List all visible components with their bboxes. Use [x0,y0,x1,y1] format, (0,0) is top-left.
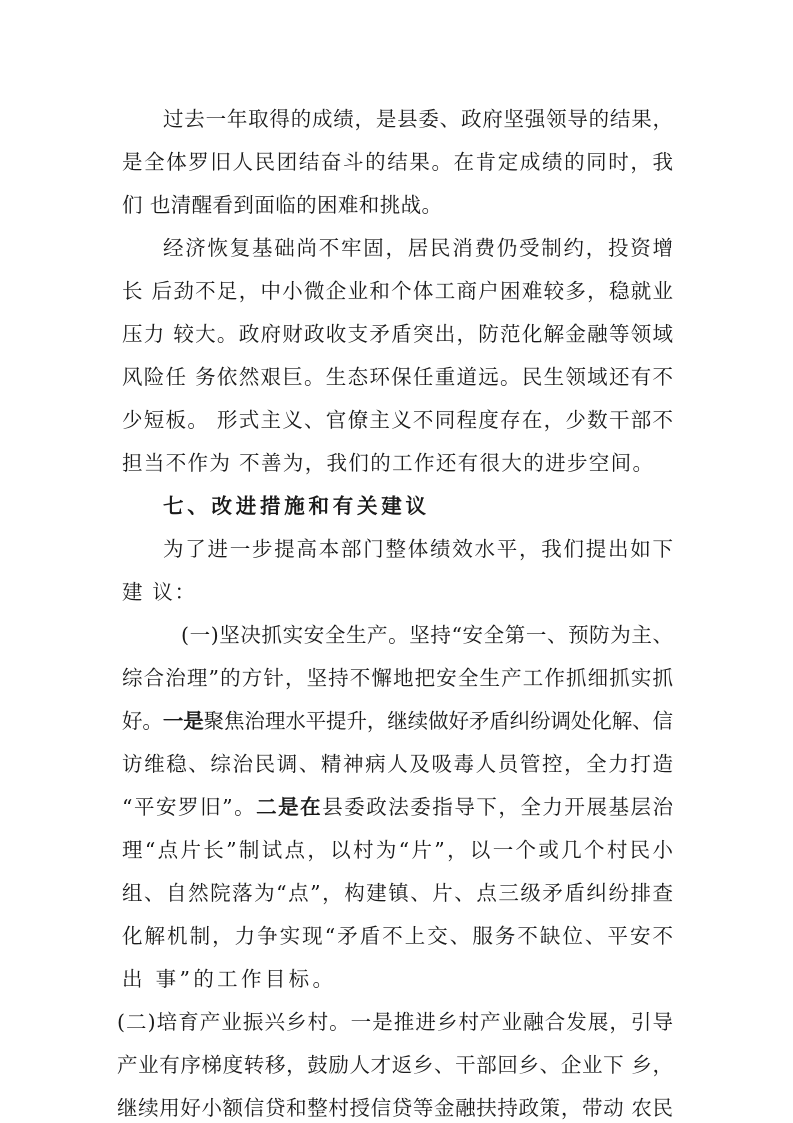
text-segment: 综合治理”的方针，坚持不懈地把安全生产工作抓细抓实抓 [122,666,675,690]
bold-text-segment: 七、改进措施和有关建议 [163,494,430,518]
text-line [122,878,675,908]
text-segment: 化解机制，力争实现“矛盾不上交、服务不缺位、平安不 [122,924,676,948]
text-line [122,448,654,478]
text-line [117,1007,674,1037]
text-segment: 担当不作为 不善为，我们的工作还有很大的进步空间。 [122,451,655,475]
text-segment: “平安罗旧”。 [122,795,257,819]
text-segment: 过去一年取得的成绩，是县委、政府坚强领导的结果， [163,107,674,131]
text-line [117,1093,674,1123]
text-segment: 们 也清醒看到面临的困难和挑战。 [122,193,443,217]
text-segment: 理“点片长”制试点，以村为“片”，以一个或几个村民小 [122,838,676,862]
text-segment: 建 议： [122,580,197,604]
text-line [122,663,674,693]
text-line [163,491,430,521]
text-line [122,405,674,435]
text-segment: 风险任 务依然艰巨。生态环保任重道远。民生领域还有不 [122,365,675,389]
text-line [163,534,675,564]
text-segment: 聚焦治理水平提升，继续做好矛盾纠纷调处化解、信 [203,709,673,733]
text-segment: 出 事”的工作目标。 [122,967,337,991]
text-line [122,147,675,177]
text-line [181,620,674,650]
text-line [122,190,442,220]
text-segment: 访维稳、综治民调、精神病人及吸毒人员管控，全力打造 [122,752,675,776]
text-line [122,964,336,994]
text-line [122,276,674,306]
text-line [122,319,674,349]
text-segment: 好。 [122,709,163,733]
text-segment: 继续用好小额信贷和整村授信贷等金融扶持政策，带动 农民 [117,1096,674,1120]
text-segment: 压力 较大。政府财政收支矛盾突出，防范化解金融等领域 [122,322,675,346]
text-segment: 组、自然院落为“点”，构建镇、片、点三级矛盾纠纷排查 [122,881,675,905]
bold-text-segment: 二是在 [256,795,323,819]
text-segment: 经济恢复基础尚不牢固，居民消费仍受制约，投资增 [163,236,675,260]
text-segment: 为了进一步提高本部门整体绩效水平，我们提出如下 [163,537,675,561]
bold-text-segment: 一是 [162,709,204,733]
text-segment: 产业有序梯度转移，鼓励人才返乡、干部回乡、企业下 乡， [117,1053,674,1077]
text-line [122,706,673,736]
text-line [122,792,675,822]
text-line [122,835,675,865]
text-segment: 是全体罗旧人民团结奋斗的结果。在肯定成绩的同时，我 [122,150,675,174]
text-line [117,1050,674,1080]
text-segment: 少短板。 形式主义、官僚主义不同程度存在，少数干部不 [122,408,675,432]
text-line [163,104,674,134]
text-line [122,577,197,607]
text-line [122,921,675,951]
text-segment: 县委政法委指导下，全力开展基层治 [322,795,675,819]
text-line [122,362,674,392]
text-line [122,749,675,779]
text-segment: 长 后劲不足，中小微企业和个体工商户困难较多，稳就业 [122,279,675,303]
text-segment: (二)培育产业振兴乡村。一是推进乡村产业融合发展，引导 [117,1010,675,1034]
text-line [163,233,675,263]
text-segment: (一)坚决抓实安全生产。坚持“安全第一、预防为主、 [181,623,674,647]
